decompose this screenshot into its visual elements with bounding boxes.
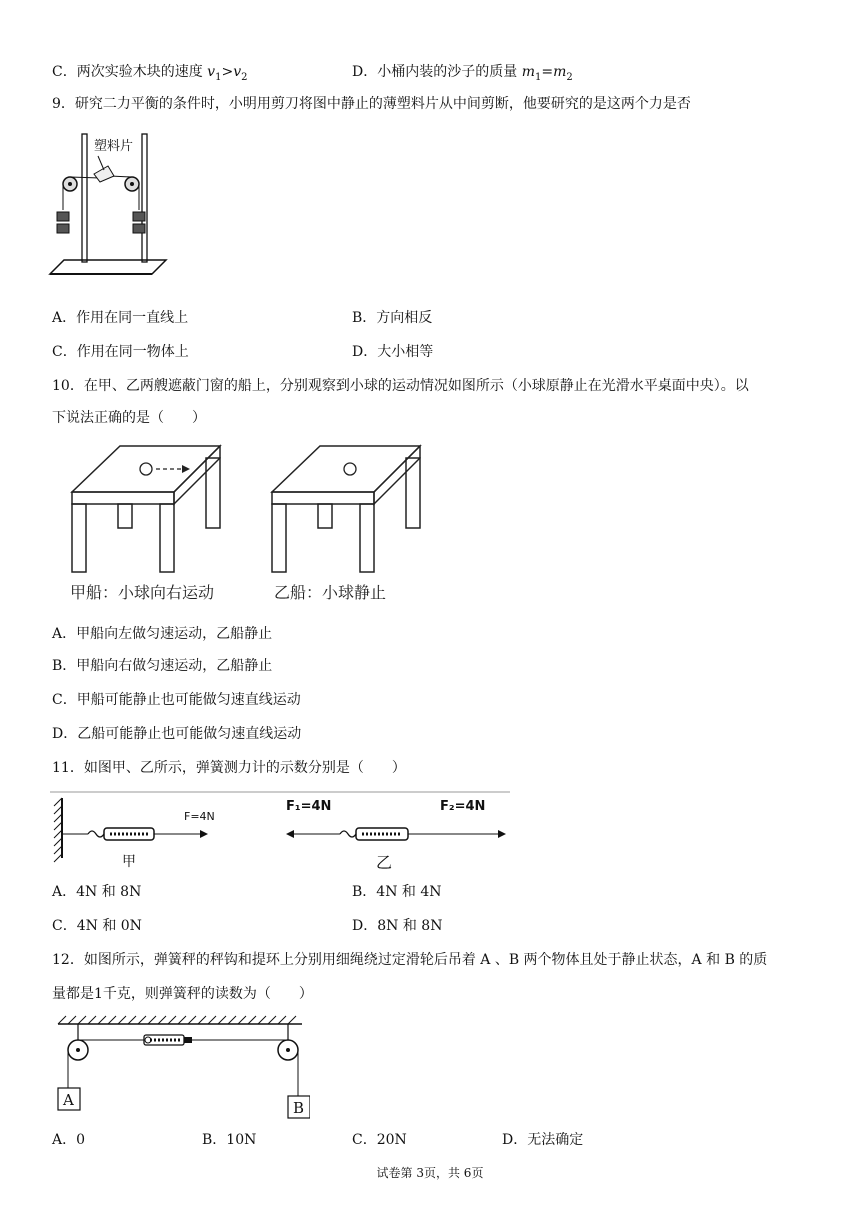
q10-option-b: B．甲船向右做匀速运动，乙船静止 bbox=[52, 658, 273, 674]
figure-label-yi: 乙 bbox=[376, 853, 393, 872]
subscript: 2 bbox=[241, 71, 248, 83]
q12-option-b: B．10N bbox=[202, 1132, 257, 1148]
q12-option-c: C．20N bbox=[352, 1132, 407, 1148]
q12-stem-line2: 量都是1千克，则弹簧秤的读数为（ ） bbox=[52, 986, 313, 1002]
operator: > bbox=[221, 64, 234, 80]
subscript: 2 bbox=[566, 71, 573, 83]
q10-option-a: A．甲船向左做匀速运动，乙船静止 bbox=[52, 626, 273, 642]
q11-option-d: D．8N 和 8N bbox=[352, 918, 443, 934]
table-a bbox=[72, 446, 220, 572]
var-m: m bbox=[553, 64, 567, 80]
force-label-f1: F₁=4N bbox=[286, 799, 332, 814]
q12-figure bbox=[54, 1012, 310, 1120]
figure-yi bbox=[286, 799, 506, 872]
caption-ship-a: 甲船：小球向右运动 bbox=[70, 583, 215, 602]
figure-label-jia: 甲 bbox=[122, 854, 136, 870]
q10-stem-line2: 下说法正确的是（ ） bbox=[52, 410, 206, 426]
q9-stem: 9．研究二力平衡的条件时，小明用剪刀将图中静止的薄塑料片从中间剪断，他要研究的是这两个力是否 bbox=[52, 96, 691, 112]
option-text: 两次实验木块的速度 bbox=[76, 64, 208, 80]
figure-jia bbox=[54, 798, 215, 870]
table-b bbox=[272, 446, 420, 572]
caption-ship-b: 乙船：小球静止 bbox=[274, 583, 387, 602]
subscript: 1 bbox=[534, 71, 542, 83]
q9-figure bbox=[48, 128, 178, 284]
q9-option-d: D．大小相等 bbox=[352, 344, 434, 360]
q8-option-d bbox=[352, 62, 573, 88]
option-label: D． bbox=[352, 64, 378, 80]
q12-option-d: D．无法确定 bbox=[502, 1132, 584, 1148]
q11-figure bbox=[50, 788, 520, 874]
var-m: m bbox=[521, 64, 535, 80]
operator: = bbox=[541, 64, 554, 80]
q11-option-a: A．4N 和 8N bbox=[52, 884, 142, 900]
q9-option-c: C．作用在同一物体上 bbox=[52, 344, 189, 360]
q10-figure bbox=[62, 440, 422, 610]
q10-option-d: D．乙船可能静止也可能做匀速直线运动 bbox=[52, 726, 302, 742]
q12-stem-line1: 12．如图所示，弹簧秤的秤钩和提环上分别用细绳绕过定滑轮后吊着 A 、B 两个物体且处于静止状态，A 和 B 的质 bbox=[52, 952, 768, 968]
block-a-label: A bbox=[63, 1091, 74, 1109]
q10-stem-line1: 10．在甲、乙两艘遮蔽门窗的船上，分别观察到小球的运动情况如图所示（小球原静止在光滑水平桌面中央）。以 bbox=[52, 378, 749, 394]
page-footer: 试卷第 3页，共 6页 bbox=[376, 1166, 484, 1180]
q9-option-b: B．方向相反 bbox=[352, 310, 433, 326]
var-v: v bbox=[233, 64, 242, 80]
q10-option-c: C．甲船可能静止也可能做匀速直线运动 bbox=[52, 692, 301, 708]
var-v: v bbox=[207, 64, 216, 80]
q8-option-c bbox=[52, 62, 248, 88]
block-b-label: B bbox=[293, 1099, 305, 1117]
force-label-f2: F₂=4N bbox=[440, 799, 486, 814]
q11-stem: 11．如图甲、乙所示，弹簧测力计的示数分别是（ ） bbox=[52, 760, 406, 776]
option-label: C． bbox=[52, 64, 77, 80]
q11-option-c: C．4N 和 0N bbox=[52, 918, 142, 934]
force-label-a: F=4N bbox=[184, 810, 215, 823]
subscript: 1 bbox=[215, 71, 222, 83]
q12-option-a: A．0 bbox=[52, 1132, 86, 1148]
figure-label-plastic: 塑料片 bbox=[94, 139, 134, 154]
q11-option-b: B．4N 和 4N bbox=[352, 884, 442, 900]
q9-option-a: A．作用在同一直线上 bbox=[52, 310, 189, 326]
option-text: 小桶内装的沙子的质量 bbox=[377, 64, 522, 80]
